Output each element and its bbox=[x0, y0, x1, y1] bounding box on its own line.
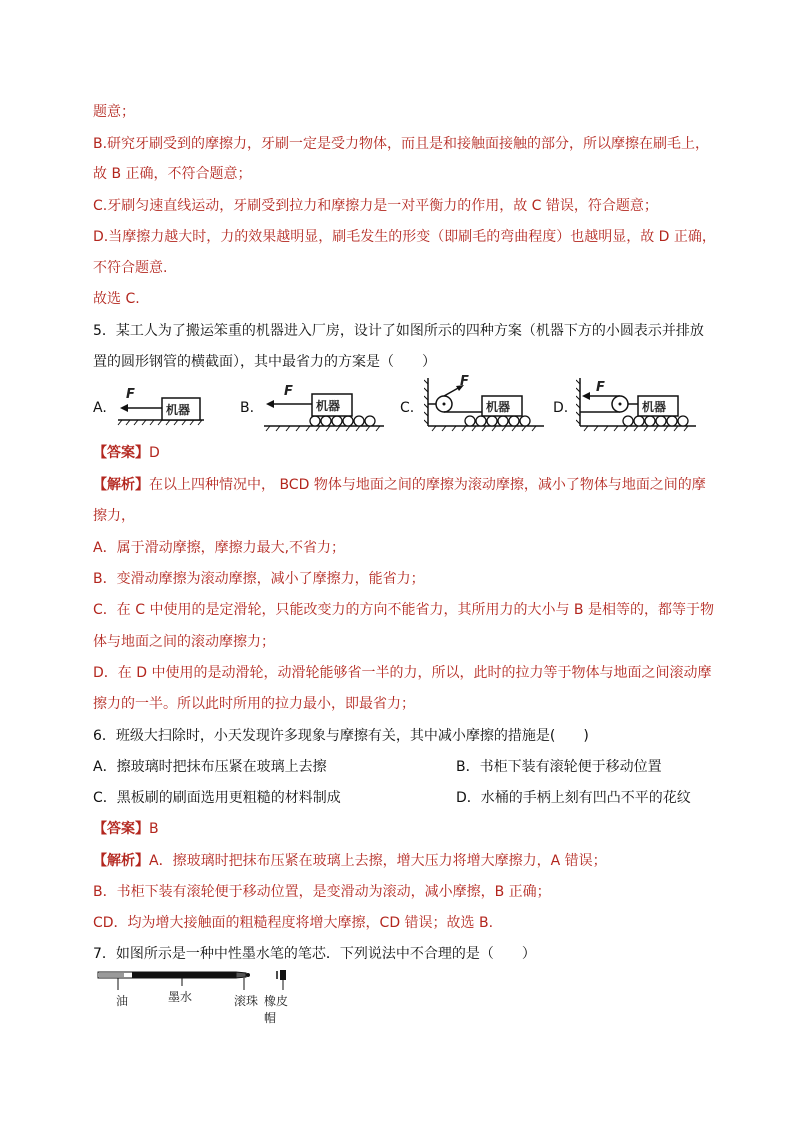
analysis-line: B．书柜下装有滚轮便于移动位置，是变滑动为滚动，减小摩擦，B 正确； bbox=[93, 884, 551, 900]
analysis-line: 擦力， bbox=[93, 508, 135, 524]
machine-label: 机器 bbox=[642, 400, 667, 414]
pen-label-cap: 橡皮帽 bbox=[264, 994, 289, 1025]
analysis-text: A．擦玻璃时把抹布压紧在玻璃上去擦，增大压力将增大摩擦力，A 错误； bbox=[149, 853, 607, 869]
analysis-line: B．变滑动摩擦为滚动摩擦，减小了摩擦力，能省力； bbox=[93, 571, 425, 587]
machine-label: 机器 bbox=[486, 400, 511, 414]
machine-label: 机器 bbox=[166, 403, 191, 417]
pen-label-oil: 油 bbox=[116, 994, 129, 1008]
answer-value: D bbox=[149, 445, 160, 461]
figure-option-b-label: B. bbox=[240, 400, 255, 416]
question-5-stem: 置的圆形钢管的横截面），其中最省力的方案是（ ） bbox=[93, 354, 436, 370]
text-line: 故 B 正确，不符合题意； bbox=[93, 166, 252, 182]
question-6-option-a: A．擦玻璃时把抹布压紧在玻璃上去擦 bbox=[93, 759, 327, 775]
force-label: F bbox=[284, 384, 293, 399]
answer-tag: 【答案】 bbox=[93, 821, 149, 837]
force-label: F bbox=[126, 387, 135, 402]
figure-option-d-label: D. bbox=[553, 400, 569, 416]
analysis-line bbox=[93, 475, 706, 495]
question-6-option-b: B．书柜下装有滚轮便于移动位置 bbox=[456, 759, 662, 775]
machine-label: 机器 bbox=[316, 399, 341, 413]
figure-d-moving-pulley bbox=[576, 376, 700, 432]
analysis-line: D．在 D 中使用的是动滑轮，动滑轮能够省一半的力，所以，此时的拉力等于物体与地面之间滚动摩 bbox=[93, 665, 712, 681]
answer-line bbox=[93, 819, 159, 839]
answer-value: B bbox=[149, 821, 159, 837]
question-5-stem: 5．某工人为了搬运笨重的机器进入厂房，设计了如图所示的四种方案（机器下方的小圆表示并排放 bbox=[93, 323, 704, 339]
question-6-option-c: C．黑板刷的刷面选用更粗糙的材料制成 bbox=[93, 790, 341, 806]
analysis-tag: 【解析】 bbox=[93, 853, 149, 869]
figure-option-a-label: A. bbox=[93, 400, 107, 416]
force-label: F bbox=[596, 380, 605, 395]
answer-tag: 【答案】 bbox=[93, 445, 149, 461]
figure-b-rollers bbox=[262, 384, 386, 432]
pen-refill-figure bbox=[96, 968, 296, 1025]
analysis-line: C．在 C 中使用的是定滑轮，只能改变力的方向不能省力，其所用力的大小与 B 是相等的，都等于物 bbox=[93, 602, 714, 618]
figure-c-fixed-pulley bbox=[424, 376, 548, 432]
text-line: 题意； bbox=[93, 104, 135, 120]
analysis-line: A．属于滑动摩擦，摩擦力最大,不省力； bbox=[93, 540, 346, 556]
analysis-text: 在以上四种情况中， BCD 物体与地面之间的摩擦为滚动摩擦，减小了物体与地面之间的摩 bbox=[149, 477, 706, 493]
pen-label-ink: 墨水 bbox=[168, 990, 193, 1004]
analysis-line: 擦力的一半。所以此时所用的拉力最小，即最省力； bbox=[93, 696, 415, 712]
analysis-line bbox=[93, 851, 607, 871]
answer-line bbox=[93, 443, 160, 463]
question-7-stem: 7．如图所示是一种中性墨水笔的笔芯．下列说法中不合理的是（ ） bbox=[93, 946, 536, 962]
text-line: B.研究牙刷受到的摩擦力，牙刷一定是受力物体，而且是和接触面接触的部分，所以摩擦在刷毛上， bbox=[93, 136, 710, 152]
force-label: F bbox=[460, 374, 469, 389]
analysis-line: CD．均为增大接触面的粗糙程度将增大摩擦，CD 错误；故选 B. bbox=[93, 915, 494, 931]
text-line: C.牙刷匀速直线运动，牙刷受到拉力和摩擦力是一对平衡力的作用，故 C 错误，符合题意； bbox=[93, 198, 658, 214]
pen-label-ball: 滚珠 bbox=[234, 994, 259, 1008]
question-6-stem: 6．班级大扫除时，小天发现许多现象与摩擦有关，其中减小摩擦的措施是( ) bbox=[93, 728, 589, 744]
figure-option-c-label: C. bbox=[400, 400, 415, 416]
figure-a-sliding bbox=[116, 386, 206, 426]
text-line: D.当摩擦力越大时，力的效果越明显，刷毛发生的形变（即刷毛的弯曲程度）也越明显，故 D 正确， bbox=[93, 229, 716, 245]
analysis-tag: 【解析】 bbox=[93, 477, 149, 493]
text-line: 不符合题意. bbox=[93, 260, 168, 276]
question-6-option-d: D．水桶的手柄上刻有凹凸不平的花纹 bbox=[456, 790, 691, 806]
text-line: 故选 C. bbox=[93, 291, 140, 307]
analysis-line: 体与地面之间的滚动摩擦力； bbox=[93, 634, 275, 650]
